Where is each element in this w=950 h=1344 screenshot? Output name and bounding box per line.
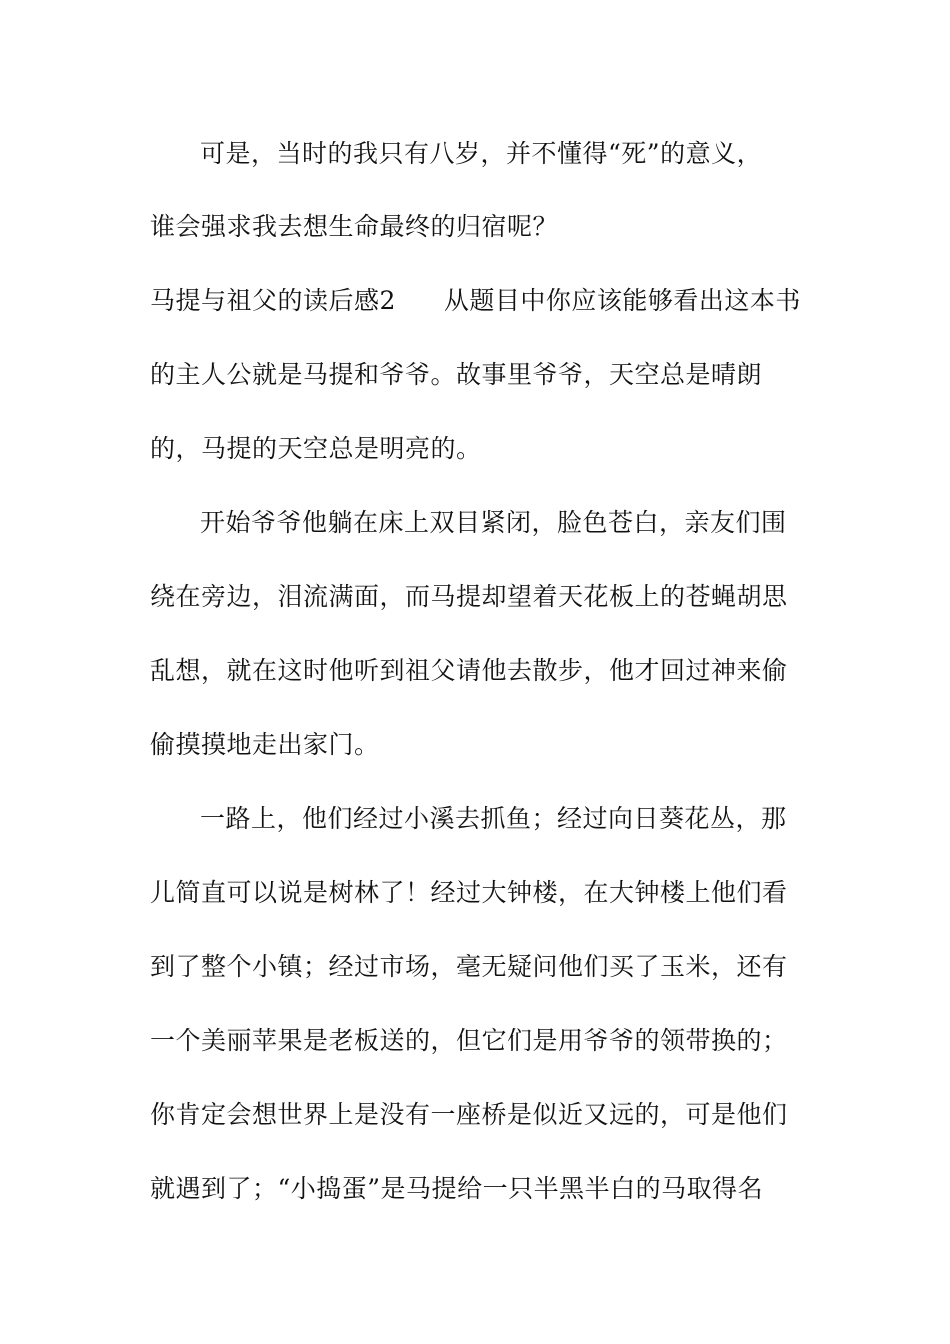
section-heading-title: 马提与祖父的读后感2 (150, 286, 396, 315)
paragraph-line: 开始爷爷他躺在床上双目紧闭，脸色苍白，亲友们围 (200, 508, 787, 537)
paragraph-line: 的主人公就是马提和爷爷。故事里爷爷，天空总是晴朗 (150, 360, 763, 389)
paragraph-line: 一路上，他们经过小溪去抓鱼；经过向日葵花丛，那 (200, 804, 787, 833)
paragraph-line: 你肯定会想世界上是没有一座桥是似近又远的，可是他们 (150, 1100, 788, 1129)
section-heading-line (150, 285, 830, 317)
paragraph-line: 一个美丽苹果是老板送的，但它们是用爷爷的领带换的； (150, 1026, 788, 1055)
section-heading-text: 从题目中你应该能够看出这本书 (443, 286, 801, 315)
paragraph-line: 儿简直可以说是树林了！经过大钟楼，在大钟楼上他们看 (150, 878, 788, 907)
paragraph-line: 偷摸摸地走出家门。 (150, 730, 380, 759)
paragraph-line: 可是，当时的我只有八岁，并不懂得“死”的意义， (200, 139, 763, 168)
paragraph-line: 的，马提的天空总是明亮的。 (150, 434, 482, 463)
paragraph-line: 就遇到了；“小捣蛋”是马提给一只半黑半白的马取得名 (150, 1174, 764, 1203)
paragraph-line: 乱想，就在这时他听到祖父请他去散步，他才回过神来偷 (150, 656, 788, 685)
paragraph-line: 绕在旁边，泪流满面，而马提却望着天花板上的苍蝇胡思 (150, 582, 788, 611)
paragraph-line: 到了整个小镇；经过市场，毫无疑问他们买了玉米，还有 (150, 952, 788, 981)
paragraph-line: 谁会强求我去想生命最终的归宿呢？ (150, 212, 559, 241)
